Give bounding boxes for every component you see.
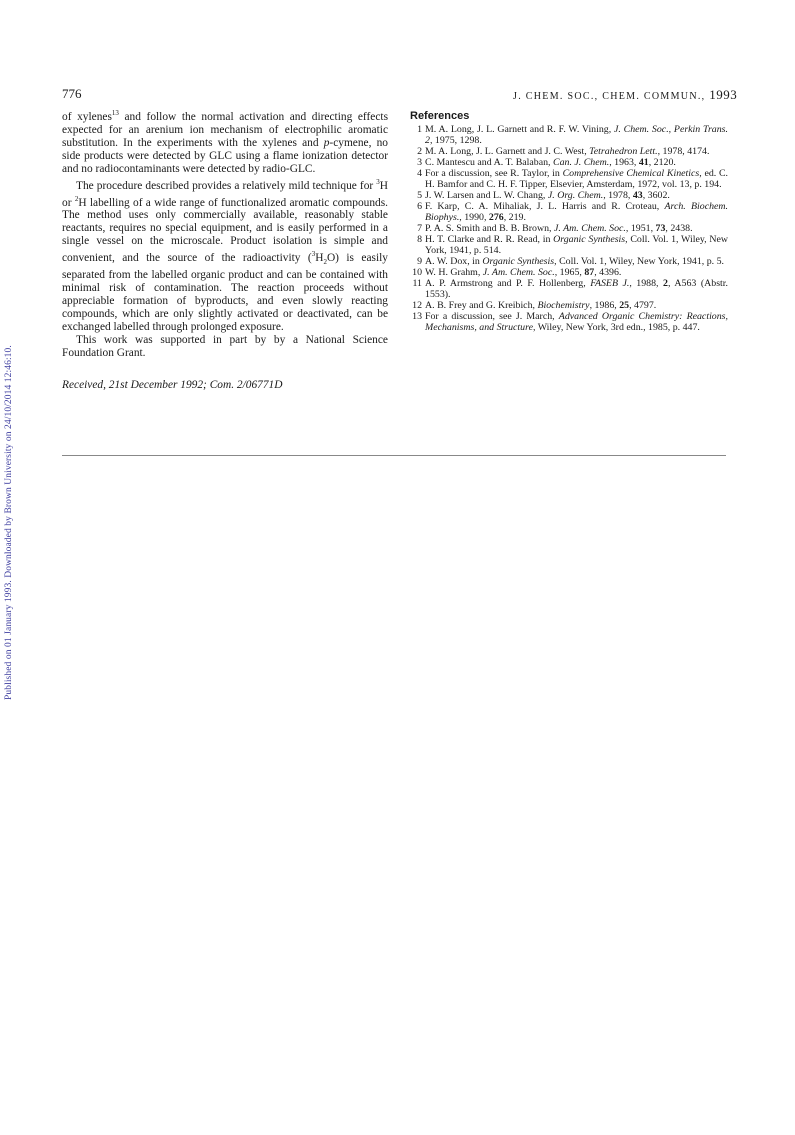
reference-number: 13: [412, 311, 422, 322]
reference-volume: 25: [619, 300, 630, 311]
reference-item: [410, 223, 728, 234]
reference-source: Organic Synthesis: [553, 234, 626, 245]
reference-source: J. Org. Chem.: [547, 190, 604, 201]
reference-number: 1: [417, 124, 422, 135]
reference-authors: M. A. Long, J. L. Garnett and R. F. W. Vining,: [425, 124, 614, 135]
reference-pages: , 2438.: [665, 223, 693, 234]
reference-item: [410, 278, 728, 300]
reference-details: , Coll. Vol. 1, Wiley, New York, 1941, p. 5.: [554, 256, 724, 267]
reference-authors: M. A. Long, J. L. Garnett and J. C. West,: [425, 146, 590, 157]
references-section: [410, 110, 728, 333]
reference-volume: 276: [488, 212, 504, 223]
reference-item: [410, 267, 728, 278]
reference-volume: 2: [663, 278, 668, 289]
reference-source: J. Am. Chem. Soc.: [482, 267, 555, 278]
reference-authors: For a discussion, see R. Taylor, in: [425, 168, 563, 179]
reference-number: 8: [417, 234, 422, 245]
reference-details: , 1978,: [603, 190, 633, 201]
reference-item: [410, 311, 728, 333]
reference-pages: , 4797.: [629, 300, 657, 311]
reference-authors: A. W. Dox, in: [425, 256, 483, 267]
reference-source: Organic Synthesis: [482, 256, 555, 267]
reference-source: Comprehensive Chemical Kinetics: [562, 168, 700, 179]
reference-number: 12: [412, 300, 422, 311]
reference-authors: F. Karp, C. A. Mihaliak, J. L. Harris and R. Croteau,: [425, 201, 665, 212]
reference-pages: , 219.: [503, 212, 526, 223]
reference-item: [410, 256, 728, 267]
reference-source: Tetrahedron Lett.: [589, 146, 658, 157]
reference-details: , 1988,: [629, 278, 664, 289]
paragraph-acknowledgement: This work was supported in part by by a National Science Foundation Grant.: [62, 334, 388, 360]
reference-number: 5: [417, 190, 422, 201]
reference-details: , 1978, 4174.: [657, 146, 710, 157]
reference-number: 10: [412, 267, 422, 278]
reference-source: Can. J. Chem.: [552, 157, 610, 168]
reference-source: Biochemistry: [537, 300, 590, 311]
reference-authors: H. T. Clarke and R. R. Read, in: [425, 234, 554, 245]
reference-pages: , A563 (Abstr. 1553).: [425, 278, 728, 300]
reference-authors: P. A. S. Smith and B. B. Brown,: [425, 223, 554, 234]
reference-item: [410, 300, 728, 311]
reference-authors: J. W. Larsen and L. W. Chang,: [425, 190, 548, 201]
journal-name: J. CHEM. SOC., CHEM. COMMUN.,: [513, 91, 706, 102]
reference-number: 11: [412, 278, 422, 289]
reference-number: 6: [417, 201, 422, 212]
reference-list: [410, 124, 728, 333]
reference-item: [410, 168, 728, 190]
reference-source: FASEB J.: [590, 278, 630, 289]
journal-year: 1993: [709, 87, 738, 102]
reference-details: , Wiley, New York, 3rd edn., 1985, p. 447.: [532, 322, 700, 333]
received-line: Received, 21st December 1992; Com. 2/06771D: [62, 379, 283, 392]
reference-item: [410, 157, 728, 168]
reference-item: [410, 201, 728, 223]
reference-authors: W. H. Grahm,: [425, 267, 483, 278]
references-heading: References: [410, 110, 470, 122]
reference-number: 4: [417, 168, 422, 179]
reference-details: , 1965,: [554, 267, 585, 278]
reference-volume: 73: [655, 223, 666, 234]
reference-details: , 1963,: [609, 157, 639, 168]
paragraph-xylenes: of xylenes$^{13}$ and follow the normal activation and directing effects expected for an arenium ion mechanism of electrophilic aromatic substitution. In the experiments with the xylenes and p-cymene, no side products were detected by GLC using a flame ionization detector and no radiocontaminants were detected by radio-GLC.: [62, 109, 389, 175]
reference-item: [410, 124, 728, 146]
reference-details: , 1975, 1298.: [429, 135, 482, 146]
reference-number: 3: [417, 157, 422, 168]
body-column: [62, 107, 388, 392]
reference-source: Advanced Organic Chemistry: Reactions, Mechanisms, and Structure: [425, 311, 728, 333]
reference-details: , 1986,: [589, 300, 620, 311]
section-divider: [62, 455, 726, 456]
reference-details: , 1990,: [459, 212, 489, 223]
reference-authors: C. Mantescu and A. T. Balaban,: [425, 157, 553, 168]
reference-pages: , 4396.: [594, 267, 622, 278]
reference-number: 2: [417, 146, 422, 157]
reference-details: , ed. C. H. Bamfor and C. H. F. Tipper, Elsevier, Amsterdam, 1972, vol. 13, p. 194.: [425, 168, 728, 190]
reference-volume: 43: [632, 190, 643, 201]
reference-authors: A. P. Armstrong and P. F. Hollenberg,: [425, 278, 591, 289]
reference-number: 7: [417, 223, 422, 234]
download-notice: Published on 01 January 1993. Downloaded by Brown University on 24/10/2014 12:46:10.: [4, 345, 14, 700]
reference-volume: 41: [638, 157, 649, 168]
reference-number: 9: [417, 256, 422, 267]
reference-volume: 87: [584, 267, 595, 278]
reference-item: [410, 190, 728, 201]
journal-header: [513, 87, 737, 103]
reference-source: J. Chem. Soc., Perkin Trans. 2: [425, 124, 728, 146]
download-watermark: [4, 200, 18, 700]
paragraph-procedure: The procedure described provides a relatively mild technique for $^3$H or $^2$H labelling of a wide range of functionalized aromatic compounds. The method uses only commercially available, reasonably stable reactants, requires no special equipment, and is easily performed in a single vessel on the microscale. Product isolation is simple and convenient, and the source of the radioactivity $(^3H_2O)$ is easily separated from the labelled organic product and can be contained with minimal risk of contamination. The reaction proceeds without appreciable formation of byproducts, and even slowly reacting compounds, which are only slightly activated or deactivated, can be exchanged labelled through prolonged exposure.: [62, 177, 389, 334]
reference-authors: A. B. Frey and G. Kreibich,: [425, 300, 538, 311]
reference-details: , Coll. Vol. 1, Wiley, New York, 1941, p. 514.: [425, 234, 728, 256]
reference-pages: , 2120.: [648, 157, 676, 168]
reference-authors: For a discussion, see J. March,: [425, 311, 559, 322]
reference-source: Arch. Biochem. Biophys.: [425, 201, 728, 223]
reference-item: [410, 146, 728, 157]
reference-source: J. Am. Chem. Soc.: [553, 223, 626, 234]
reference-pages: , 3602.: [642, 190, 670, 201]
page-number: 776: [62, 86, 82, 101]
reference-item: [410, 234, 728, 256]
reference-details: , 1951,: [625, 223, 656, 234]
